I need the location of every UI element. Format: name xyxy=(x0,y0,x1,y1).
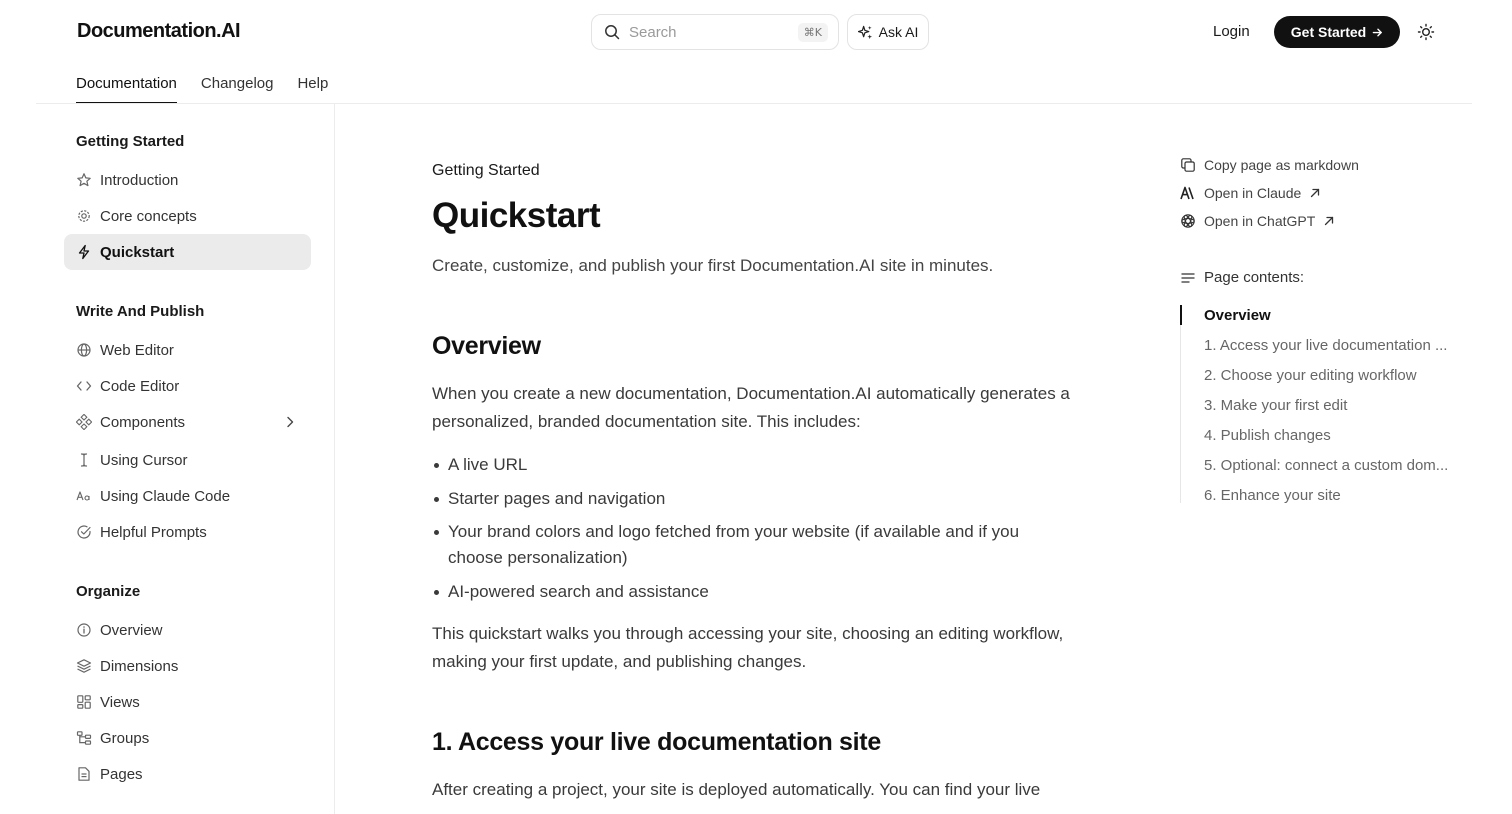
info-icon xyxy=(76,622,92,638)
sidebar-item-label: Pages xyxy=(100,765,143,783)
open-in-chatgpt-link[interactable] xyxy=(1180,213,1335,229)
page-title: Quickstart xyxy=(432,196,601,235)
sidebar-item-label: Overview xyxy=(100,621,163,639)
sidebar-item-label: Introduction xyxy=(100,171,179,189)
login-link[interactable]: Login xyxy=(1213,23,1250,40)
sidebar-item-using-claude-code[interactable] xyxy=(64,478,311,514)
toc-title-label: Page contents: xyxy=(1204,269,1305,286)
top-tabs xyxy=(76,64,328,104)
list-item: A live URL xyxy=(432,452,1072,478)
arrow-right-icon xyxy=(1372,27,1383,38)
sidebar-item-label: Helpful Prompts xyxy=(100,523,207,541)
get-started-label: Get Started xyxy=(1290,24,1367,40)
sidebar-item-views[interactable] xyxy=(64,684,311,720)
tab-changelog[interactable]: Changelog xyxy=(200,75,274,92)
search-shortcut: ⌘K xyxy=(798,23,828,42)
tab-documentation[interactable]: Documentation xyxy=(76,64,177,104)
overview-heading: Overview xyxy=(432,332,541,360)
toc-item-custom-domain[interactable]: 5. Optional: connect a custom dom... xyxy=(1204,457,1449,474)
copy-markdown-label: Copy page as markdown xyxy=(1204,157,1359,173)
toc-active-marker xyxy=(1180,305,1182,325)
sidebar-item-components[interactable] xyxy=(64,404,311,440)
sidebar-item-label: Views xyxy=(100,693,140,711)
grid-icon xyxy=(76,694,92,710)
toc-item-enhance[interactable]: 6. Enhance your site xyxy=(1204,487,1341,504)
list-item: Starter pages and navigation xyxy=(432,486,1072,512)
copy-markdown-button[interactable] xyxy=(1180,157,1359,173)
sidebar-item-label: Using Cursor xyxy=(100,451,188,469)
sidebar-item-introduction[interactable] xyxy=(64,162,311,198)
star-icon xyxy=(76,172,92,188)
sidebar-item-label: Using Claude Code xyxy=(100,487,231,505)
sidebar-item-label: Code Editor xyxy=(100,377,180,395)
list-item: AI-powered search and assistance xyxy=(432,579,1072,605)
sidebar-item-code-editor[interactable] xyxy=(64,368,311,404)
sidebar-item-using-cursor[interactable] xyxy=(64,442,311,478)
list-icon xyxy=(1180,270,1196,286)
list-item: Your brand colors and logo fetched from your website (if available and if you choose personalization) xyxy=(432,519,1072,571)
sidebar-group-getting-started: Getting Started xyxy=(76,133,185,150)
sidebar-item-label: Web Editor xyxy=(100,341,174,359)
claude-icon xyxy=(1180,185,1196,201)
sun-icon[interactable] xyxy=(1417,23,1435,41)
text-cursor-icon xyxy=(76,452,92,468)
site-logo[interactable]: Documentation.AI xyxy=(77,20,241,42)
sidebar-group-write-and-publish: Write And Publish xyxy=(76,303,205,320)
sidebar-item-label: Dimensions xyxy=(100,657,179,675)
tab-help[interactable]: Help xyxy=(297,75,329,92)
top-bar xyxy=(0,0,1512,64)
section-1-heading: 1. Access your live documentation site xyxy=(432,728,881,756)
file-icon xyxy=(76,766,92,782)
sidebar-item-web-editor[interactable] xyxy=(64,332,311,368)
external-link-icon xyxy=(1323,215,1335,227)
ask-ai-button[interactable] xyxy=(847,14,929,50)
sidebar-item-label: Groups xyxy=(100,729,150,747)
toc-title xyxy=(1180,269,1304,286)
sidebar-item-overview[interactable] xyxy=(64,612,311,648)
copy-icon xyxy=(1180,157,1196,173)
chatgpt-icon xyxy=(1180,213,1196,229)
sidebar-item-pages[interactable] xyxy=(64,756,311,792)
toc-item-publish[interactable]: 4. Publish changes xyxy=(1204,427,1331,444)
walkthrough-paragraph: This quickstart walks you through accessing your site, choosing an editing workflow, making your first update, and publishing changes. xyxy=(432,624,1064,671)
sidebar-item-quickstart[interactable] xyxy=(64,234,311,270)
font-icon xyxy=(76,488,92,504)
sidebar-item-label: Core concepts xyxy=(100,207,197,225)
toc-item-first-edit[interactable]: 3. Make your first edit xyxy=(1204,397,1348,414)
code-icon xyxy=(76,378,92,394)
sidebar-item-helpful-prompts[interactable] xyxy=(64,514,311,550)
gear-icon xyxy=(76,208,92,224)
lightning-icon xyxy=(76,244,92,260)
sidebar-item-core-concepts[interactable] xyxy=(64,198,311,234)
page-lead: Create, customize, and publish your first Documentation.AI site in minutes. xyxy=(432,256,994,275)
external-link-icon xyxy=(1309,187,1321,199)
search-input[interactable] xyxy=(591,14,839,50)
sidebar-item-groups[interactable] xyxy=(64,720,311,756)
section-1-paragraph: After creating a project, your site is deployed automatically. You can find your live xyxy=(432,780,1041,799)
open-in-claude-link[interactable] xyxy=(1180,185,1321,201)
sidebar-item-label: Components xyxy=(100,413,186,431)
toc-item-overview[interactable]: Overview xyxy=(1204,307,1271,324)
search-placeholder: Search xyxy=(629,23,677,41)
ask-ai-label: Ask AI xyxy=(878,24,919,40)
tree-icon xyxy=(76,730,92,746)
search-icon xyxy=(604,24,620,40)
check-circle-icon xyxy=(76,524,92,540)
sidebar-item-label: Quickstart xyxy=(100,243,175,261)
open-in-claude-label: Open in Claude xyxy=(1204,185,1302,201)
open-in-chatgpt-label: Open in ChatGPT xyxy=(1204,213,1316,229)
overview-paragraph: When you create a new documentation, Documentation.AI automatically generates a personalized, branded documentation site. This includes: xyxy=(432,384,1070,431)
globe-icon xyxy=(76,342,92,358)
sidebar-item-dimensions[interactable] xyxy=(64,648,311,684)
components-icon xyxy=(76,414,92,430)
toc-item-editing-workflow[interactable]: 2. Choose your editing workflow xyxy=(1204,367,1417,384)
toc-item-access-site[interactable]: 1. Access your live documentation ... xyxy=(1204,337,1448,354)
layers-icon xyxy=(76,658,92,674)
breadcrumb: Getting Started xyxy=(432,162,540,179)
chevron-right-icon[interactable] xyxy=(283,415,297,429)
sparkle-icon xyxy=(858,25,873,40)
get-started-button[interactable] xyxy=(1274,16,1400,48)
sidebar-group-organize: Organize xyxy=(76,583,141,600)
feature-list xyxy=(432,452,1072,612)
toc-track xyxy=(1180,305,1181,503)
